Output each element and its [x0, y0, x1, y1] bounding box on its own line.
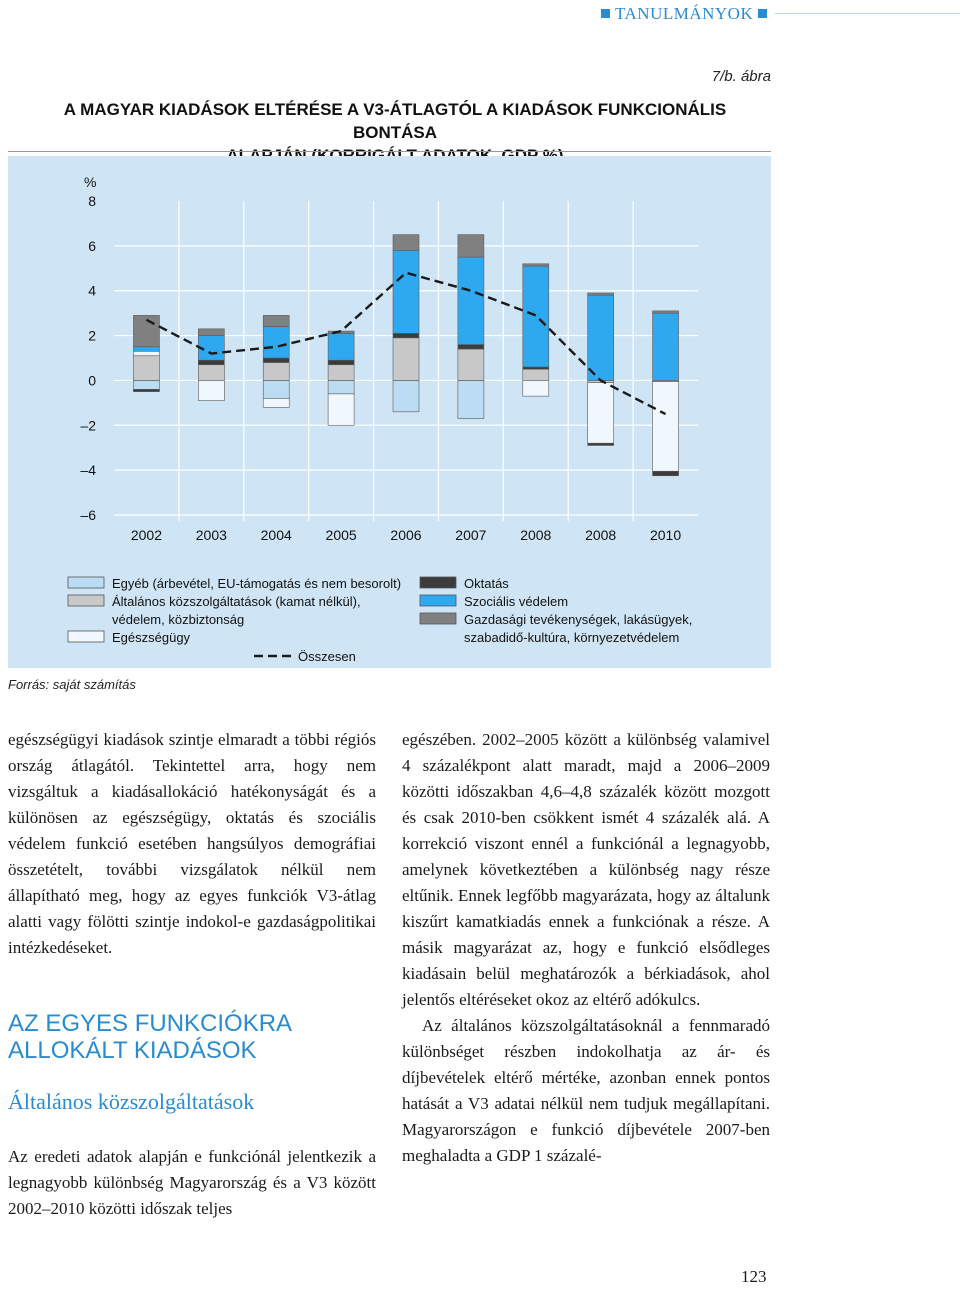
y-tick-label: –2 [80, 417, 96, 434]
legend-label: Gazdasági tevékenységek, lakásügyek, [464, 612, 693, 627]
legend-label: Általános közszolgáltatások (kamat nélkül), [112, 594, 361, 609]
legend-label: Összesen [298, 649, 356, 664]
body-column-1b [8, 1144, 376, 1222]
y-tick-label: 8 [88, 193, 96, 209]
bar-segment [328, 380, 354, 393]
body-column-2 [402, 727, 770, 1169]
bar-segment [588, 293, 614, 295]
section-label: TANULMÁNYOK [615, 4, 754, 23]
x-tick-label: 2010 [649, 527, 682, 543]
bar-segment [458, 345, 484, 349]
bar-segment [328, 365, 354, 381]
paragraph: Az eredeti adatok alapján e funkciónál jelentkezik a legnagyobb különbség Magyarország és a V3 között 2002–2010 közötti időszak teljes [8, 1147, 376, 1218]
bar-segment [653, 382, 679, 472]
header-rule [775, 13, 960, 14]
title-rule [8, 151, 771, 152]
bar-segment [133, 380, 159, 389]
x-tick-label: 2005 [325, 527, 357, 543]
legend-label: Egyéb (árbevétel, EU-támogatás és nem besorolt) [112, 576, 402, 591]
bar-segment [198, 380, 224, 400]
bar-segment [263, 327, 289, 358]
y-tick-label: –4 [80, 462, 96, 479]
bar-segment [393, 338, 419, 381]
bar-segment [458, 235, 484, 257]
bar-segment [263, 362, 289, 380]
bar-segment [328, 360, 354, 364]
x-tick-label: 2004 [260, 527, 292, 543]
bar-segment [653, 313, 679, 380]
bar-segment [263, 315, 289, 326]
page-number: 123 [741, 1267, 767, 1286]
x-axis [131, 527, 681, 543]
section-tag [596, 4, 772, 24]
bar-segment [393, 333, 419, 337]
subsection-heading: Általános közszolgáltatások [8, 1089, 255, 1114]
bar-segment [393, 250, 419, 333]
bar-segment [328, 394, 354, 425]
body-column-1 [8, 727, 376, 961]
legend-swatch [420, 577, 456, 588]
chart [8, 156, 771, 668]
bar-segment [523, 369, 549, 380]
y-tick-label: 0 [88, 372, 96, 389]
y-tick-label: 4 [88, 282, 96, 299]
bar-segment [588, 295, 614, 380]
bar-segment [523, 380, 549, 396]
bar-segment [653, 311, 679, 313]
bar-segment [133, 351, 159, 355]
legend-label: Szociális védelem [464, 594, 569, 609]
legend-swatch [420, 595, 456, 606]
legend [68, 576, 692, 664]
figure-title-line1: A MAGYAR KIADÁSOK ELTÉRÉSE A V3-ÁTLAGTÓL A KIADÁSOK FUNKCIONÁLIS BONTÁSA [63, 100, 727, 142]
bars [133, 235, 678, 476]
bar-segment [523, 264, 549, 266]
bar-segment [393, 235, 419, 251]
bar-segment [198, 329, 224, 336]
bar-segment [588, 383, 614, 444]
square-bullet-icon [758, 9, 767, 18]
x-tick-label: 2008 [520, 527, 552, 543]
y-tick-label: 2 [88, 327, 96, 344]
y-tick-label: 6 [88, 237, 96, 254]
legend-label: szabadidő-kultúra, környezetvédelem [464, 630, 680, 645]
legend-swatch [68, 631, 104, 642]
y-tick-label: –6 [80, 507, 96, 523]
paragraph: Az általános közszolgáltatásoknál a fennmaradó különbséget részben indokolhatja az ár- és díjbevételek eltérő mértéke, azonban ennek pontos hatását a V3 adatai nélkül nem tudjuk megállapítani. Magyarországon e funkció díjbevétele 2007-ben meghaladta a GDP 1 százalé- [402, 1016, 770, 1165]
square-bullet-icon [601, 9, 610, 18]
bar-segment [198, 365, 224, 381]
legend-swatch [420, 613, 456, 624]
bar-segment [263, 380, 289, 398]
bar-segment [263, 358, 289, 362]
x-tick-label: 2006 [390, 527, 422, 543]
bar-segment [133, 356, 159, 381]
bar-segment [133, 347, 159, 351]
bar-segment [458, 380, 484, 418]
bar-segment [133, 389, 159, 391]
bar-segment [393, 380, 419, 411]
x-tick-label: 2002 [130, 527, 163, 543]
bar-segment [458, 349, 484, 380]
bar-segment [523, 266, 549, 367]
legend-swatch [68, 577, 104, 588]
bar-segment [523, 367, 549, 369]
figure-label: 7/b. ábra [711, 68, 771, 85]
paragraph: egészében. 2002–2005 között a különbség valamivel 4 százalékpont alatt maradt, majd a 2006–2009 közötti időszakban 4,6–4,8 százalék között mozgott és csak 2010-ben csökkent ismét 4 százalék alá. A korrekció viszont ennél a funkciónál a legnagyobb, amelynek következtében a különbség nagy része eltűnik. Ennek legfőbb magyarázata, hogy az általunk kiszűrt kamatkiadás ennek a funkciónak a része. A másik magyarázat az, hogy e funkció elsődleges kiadásain belül meghatározók a bérkiadások, ahol jelentős eltéréseket okoz az eltérő adókulcs. [402, 730, 770, 1009]
chart-panel [8, 156, 771, 668]
bar-segment [328, 333, 354, 360]
y-axis-unit: % [84, 174, 97, 190]
bar-segment [588, 443, 614, 445]
x-tick-label: 2007 [455, 527, 487, 543]
y-axis [80, 174, 96, 523]
bar-segment [263, 398, 289, 407]
bar-segment [198, 360, 224, 364]
figure-source: Forrás: saját számítás [8, 677, 136, 692]
bar-segment [653, 471, 679, 475]
x-tick-label: 2008 [585, 527, 617, 543]
section-heading: AZ EGYES FUNKCIÓKRA ALLOKÁLT KIADÁSOK [8, 1010, 291, 1064]
bar-segment [458, 257, 484, 344]
paragraph: egészségügyi kiadások szintje elmaradt a többi régiós ország átlagától. Tekintettel arra, hogy nem vizsgáltuk a kiadásallokáció hatékonyságát és a különösen az egészségügy, oktatás és szociális védelem funkció esetében hangsúlyos demográfiai összetételt, további vizsgálatok nélkül nem állapítható meg, hogy az egyes funkciók V3-átlag alatti vagy fölötti szintje indokol-e gazdaságpolitikai intézkedéseket. [8, 730, 376, 957]
legend-label: védelem, közbiztonság [112, 612, 245, 627]
legend-label: Egészségügy [112, 630, 191, 645]
legend-swatch [68, 595, 104, 606]
legend-label: Oktatás [464, 576, 509, 591]
x-tick-label: 2003 [195, 527, 227, 543]
